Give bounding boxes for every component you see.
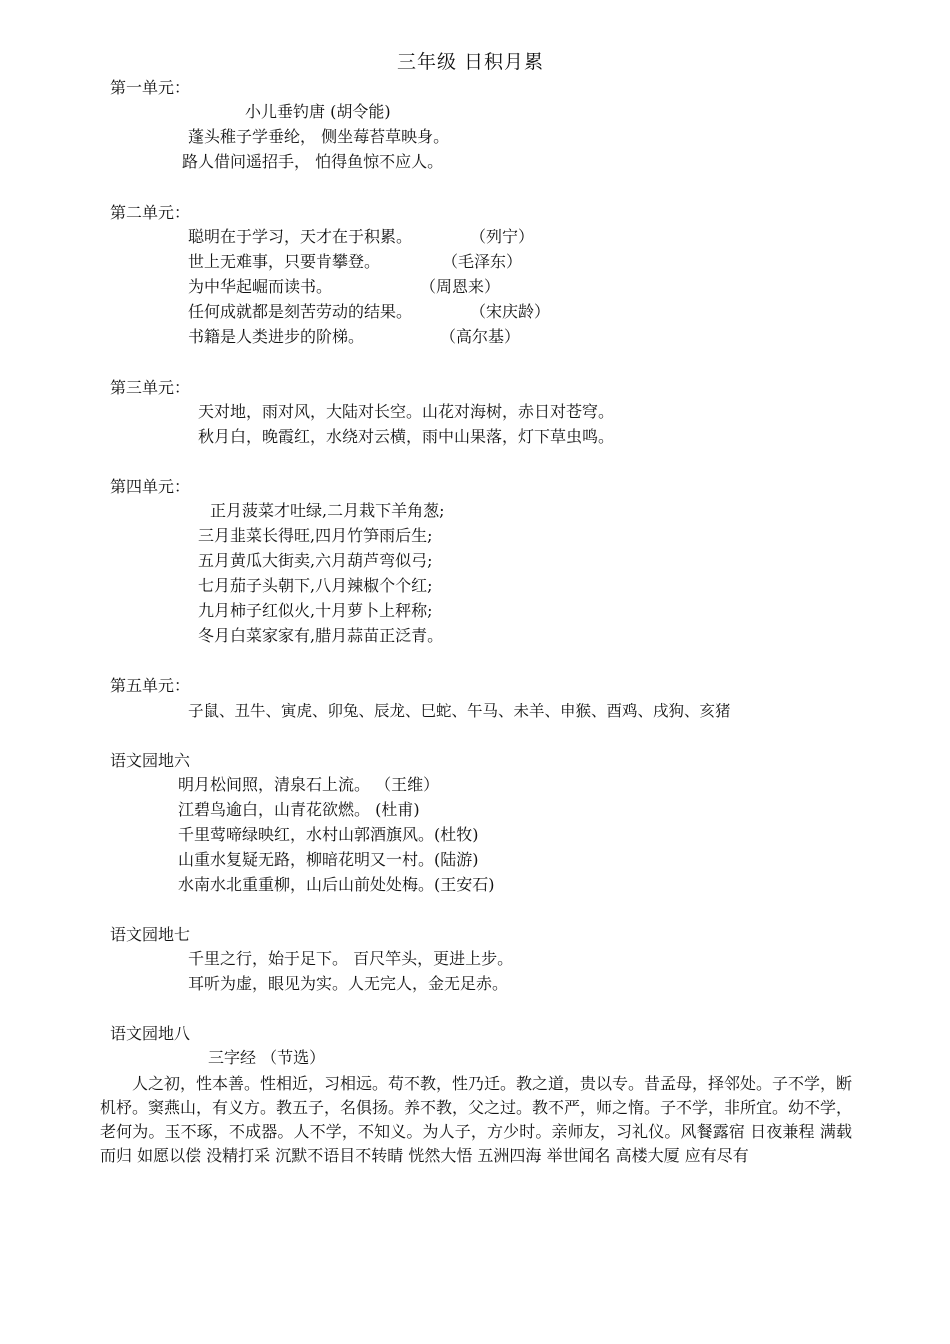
unit1-line: 路人借问遥招手， 怕得鱼惊不应人。 [182,152,444,171]
garden8-heading: 语文园地八 [110,1024,191,1043]
garden6-line: 明月松间照，清泉石上流。 （王维） [178,775,440,794]
quote-author: （宋庆龄） [470,302,551,321]
quote-author: （列宁） [470,227,535,246]
unit4-line: 七月茄子头朝下,八月辣椒个个红; [198,576,433,595]
garden6-line: 水南水北重重柳，山后山前处处梅。(王安石) [178,875,495,894]
unit2-heading: 第二单元： [110,203,191,222]
unit4-heading: 第四单元： [110,477,191,496]
unit1-poem-title: 小儿垂钓唐 (胡令能) [245,102,391,121]
unit5-heading: 第五单元： [110,676,191,695]
quote-author: （周恩来） [420,277,501,296]
garden6-line: 千里莺啼绿映红，水村山郭酒旗风。(杜牧) [178,825,479,844]
unit3-line: 天对地，雨对风，大陆对长空。山花对海树，赤日对苍穹。 [198,402,615,421]
unit1-line: 蓬头稚子学垂纶， 侧坐莓苔草映身。 [188,127,450,146]
unit4-line: 九月柿子红似火,十月萝卜上秤称; [198,601,433,620]
unit1-heading: 第一单元： [110,78,191,97]
garden8-sub-title: 三字经 （节选） [208,1048,326,1067]
quote-author: （高尔基） [440,327,521,346]
unit3-heading: 第三单元： [110,378,191,397]
quote-text: 任何成就都是刻苦劳动的结果。 [188,302,413,321]
garden7-line: 耳听为虚，眼见为实。人无完人，金无足赤。 [188,974,509,993]
garden7-line: 千里之行，始于足下。 百尺竿头，更进上步。 [188,949,514,968]
garden6-heading: 语文园地六 [110,751,191,770]
unit4-line: 正月菠菜才吐绿,二月栽下羊角葱; [210,501,445,520]
quote-text: 聪明在于学习，天才在于积累。 [188,227,413,246]
unit4-line: 五月黄瓜大街卖,六月葫芦弯似弓; [198,551,433,570]
quote-text: 书籍是人类进步的阶梯。 [188,327,365,346]
garden7-heading: 语文园地七 [110,925,191,944]
garden8-paragraph: 人之初，性本善。性相近，习相远。苟不教，性乃迁。教之道，贵以专。昔孟母，择邻处。子不学，断机杼。窦燕山，有义方。教五子，名俱扬。养不教，父之过。教不严，师之惰。子不学，非所宜。幼不学，老何为。玉不琢，不成器。人不学，不知义。为人子，方少时。亲师友，习礼仪。风餐露宿 日夜兼程 满载而归 如愿以偿 没精打采 沉默不语目不转睛 恍然大悟 五洲四海 举世闻名 高楼大厦 应有尽有 [100,1074,853,1165]
quote-author: （毛泽东） [442,252,523,271]
garden6-line: 江碧鸟逾白，山青花欲燃。 (杜甫) [178,800,420,819]
garden6-line: 山重水复疑无路，柳暗花明又一村。(陆游) [178,850,479,869]
unit4-line: 冬月白菜家家有,腊月蒜苗正泛青。 [198,626,444,645]
unit3-line: 秋月白，晚霞红，水绕对云横，雨中山果落，灯下草虫鸣。 [198,427,615,446]
quote-text: 世上无难事，只要肯攀登。 [188,252,381,271]
quote-text: 为中华起崛而读书。 [188,277,333,296]
page-title: 三年级 日积月累 [397,51,545,73]
unit5-line: 子鼠、丑牛、寅虎、卯兔、辰龙、巳蛇、午马、未羊、申猴、酉鸡、戌狗、亥猪 [188,702,731,720]
unit4-line: 三月韭菜长得旺,四月竹笋雨后生; [198,526,433,545]
